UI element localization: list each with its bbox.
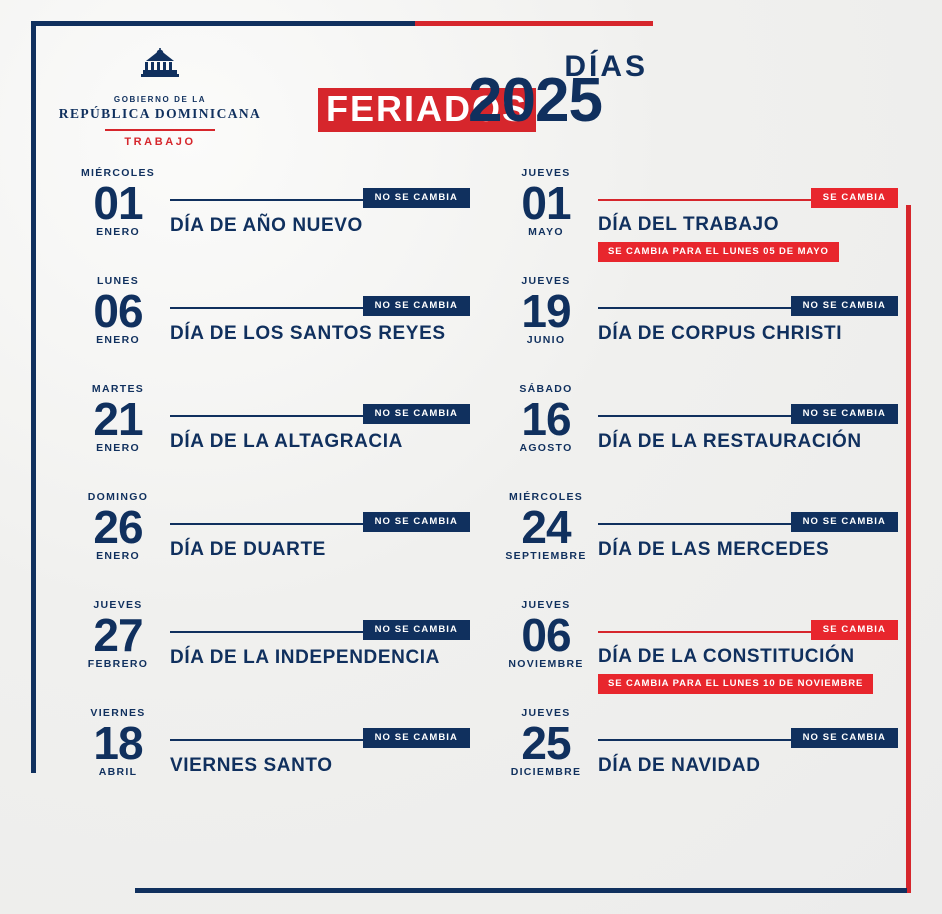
holiday-date xyxy=(70,708,166,777)
holiday-date xyxy=(498,708,594,777)
holiday-content xyxy=(598,728,898,777)
holiday-content xyxy=(598,404,898,453)
holiday-weekday: JUEVES xyxy=(521,167,571,179)
holiday-day: 06 xyxy=(93,284,143,337)
holiday-content xyxy=(598,188,898,262)
holiday-weekday: DOMINGO xyxy=(87,491,149,503)
holiday-name: DÍA DEL TRABAJO xyxy=(598,214,780,235)
holiday-weekday: VIERNES xyxy=(90,707,146,719)
government-logo xyxy=(55,48,265,148)
holiday-weekday: MIÉRCOLES xyxy=(508,491,584,503)
holiday-status-badge: NO SE CAMBIA xyxy=(791,296,898,316)
holiday-content xyxy=(170,188,470,237)
title-feriados: FERIADOS xyxy=(318,88,536,132)
holiday-item xyxy=(498,484,898,592)
holiday-day: 06 xyxy=(521,608,571,661)
holiday-date xyxy=(498,168,594,237)
holiday-month: MAYO xyxy=(528,225,564,238)
holiday-date xyxy=(70,276,166,345)
holiday-month: NOVIEMBRE xyxy=(508,657,584,670)
poster-title xyxy=(318,52,648,147)
logo-ministry-name: TRABAJO xyxy=(124,136,196,148)
holiday-month: DICIEMBRE xyxy=(510,765,582,778)
holiday-day: 19 xyxy=(521,284,571,337)
holiday-weekday: LUNES xyxy=(96,275,140,287)
holiday-day: 24 xyxy=(521,500,571,553)
holiday-content xyxy=(170,296,470,345)
dominican-republic-coat-of-arms-icon xyxy=(55,48,265,91)
holiday-weekday: MIÉRCOLES xyxy=(80,167,156,179)
holiday-month: ENERO xyxy=(96,549,140,562)
holiday-day: 26 xyxy=(93,500,143,553)
holiday-rule-row xyxy=(598,512,898,534)
title-year: 2025 xyxy=(468,66,602,135)
holiday-content xyxy=(598,512,898,561)
holiday-name: DÍA DE LA CONSTITUCIÓN xyxy=(598,646,855,667)
holiday-rule-row xyxy=(170,728,470,750)
holiday-weekday: JUEVES xyxy=(93,599,143,611)
holiday-rule-row xyxy=(598,728,898,750)
holiday-status-badge: NO SE CAMBIA xyxy=(791,512,898,532)
holiday-day: 27 xyxy=(93,608,143,661)
holiday-name: DÍA DE AÑO NUEVO xyxy=(170,215,363,236)
holiday-rule-row xyxy=(598,296,898,318)
holiday-column-right xyxy=(498,160,898,808)
holiday-content xyxy=(598,296,898,345)
holiday-rule-row xyxy=(598,404,898,426)
holiday-name: VIERNES SANTO xyxy=(170,755,333,776)
holiday-item xyxy=(70,376,470,484)
holiday-date xyxy=(70,384,166,453)
holiday-weekday: JUEVES xyxy=(521,275,571,287)
holiday-status-badge: NO SE CAMBIA xyxy=(363,728,470,748)
holiday-item xyxy=(498,700,898,808)
holiday-month: ABRIL xyxy=(98,765,138,778)
holiday-date xyxy=(70,492,166,561)
holiday-date xyxy=(70,168,166,237)
holiday-date xyxy=(70,600,166,669)
holiday-month: ENERO xyxy=(96,225,140,238)
holiday-item xyxy=(70,592,470,700)
holiday-month: SEPTIEMBRE xyxy=(505,549,587,562)
holiday-date xyxy=(498,276,594,345)
holiday-month: AGOSTO xyxy=(519,441,573,454)
holiday-item xyxy=(498,592,898,700)
holiday-item xyxy=(498,268,898,376)
holiday-column-left xyxy=(70,160,470,808)
holiday-rule-row xyxy=(598,188,898,210)
holiday-name: DÍA DE CORPUS CHRISTI xyxy=(598,323,843,344)
holiday-day: 01 xyxy=(93,176,143,229)
holiday-item xyxy=(498,160,898,268)
holiday-content xyxy=(598,620,898,694)
holiday-month: ENERO xyxy=(96,441,140,454)
logo-separator xyxy=(105,129,215,131)
holiday-content xyxy=(170,728,470,777)
holiday-item xyxy=(70,268,470,376)
holiday-status-badge: SE CAMBIA xyxy=(811,188,898,208)
holiday-day: 25 xyxy=(521,716,571,769)
holiday-rule-row xyxy=(170,512,470,534)
frame-line-top-red xyxy=(415,21,653,26)
holiday-item xyxy=(70,700,470,808)
holiday-name: DÍA DE LA RESTAURACIÓN xyxy=(598,431,862,452)
holiday-rule-row xyxy=(170,296,470,318)
holiday-month: ENERO xyxy=(96,333,140,346)
holiday-content xyxy=(170,512,470,561)
holiday-rule-row xyxy=(170,404,470,426)
holiday-name: DÍA DE DUARTE xyxy=(170,539,326,560)
holiday-name: DÍA DE LA INDEPENDENCIA xyxy=(170,647,440,668)
holiday-content xyxy=(170,404,470,453)
holiday-content xyxy=(170,620,470,669)
holiday-status-badge: NO SE CAMBIA xyxy=(363,512,470,532)
holiday-name: DÍA DE NAVIDAD xyxy=(598,755,761,776)
holiday-month: FEBRERO xyxy=(87,657,149,670)
holiday-status-badge: NO SE CAMBIA xyxy=(363,620,470,640)
holiday-status-badge: SE CAMBIA xyxy=(811,620,898,640)
holiday-date xyxy=(498,600,594,669)
holiday-item xyxy=(70,484,470,592)
holiday-name: DÍA DE LA ALTAGRACIA xyxy=(170,431,403,452)
logo-line-republica: REPÚBLICA DOMINICANA xyxy=(58,106,262,121)
holiday-day: 18 xyxy=(93,716,143,769)
holiday-date xyxy=(498,384,594,453)
frame-line-bottom-blue xyxy=(135,888,907,893)
holiday-change-note: SE CAMBIA PARA EL LUNES 10 DE NOVIEMBRE xyxy=(598,674,873,694)
holiday-day: 16 xyxy=(521,392,571,445)
holiday-name: DÍA DE LOS SANTOS REYES xyxy=(170,323,446,344)
holiday-day: 21 xyxy=(93,392,143,445)
holiday-weekday: SÁBADO xyxy=(519,383,573,395)
poster-header xyxy=(0,40,942,150)
holiday-month: JUNIO xyxy=(526,333,566,346)
holiday-change-note: SE CAMBIA PARA EL LUNES 05 DE MAYO xyxy=(598,242,839,262)
holiday-day: 01 xyxy=(521,176,571,229)
holiday-weekday: JUEVES xyxy=(521,707,571,719)
holiday-weekday: MARTES xyxy=(91,383,145,395)
holiday-rule-row xyxy=(598,620,898,642)
holiday-rule-row xyxy=(170,188,470,210)
frame-line-top-blue xyxy=(31,21,415,26)
holiday-status-badge: NO SE CAMBIA xyxy=(363,404,470,424)
holiday-rule-row xyxy=(170,620,470,642)
holiday-status-badge: NO SE CAMBIA xyxy=(791,728,898,748)
holiday-weekday: JUEVES xyxy=(521,599,571,611)
holiday-date xyxy=(498,492,594,561)
frame-line-right-red xyxy=(906,205,911,893)
holiday-item xyxy=(70,160,470,268)
title-dias: DÍAS xyxy=(564,50,648,83)
holiday-status-badge: NO SE CAMBIA xyxy=(791,404,898,424)
holiday-status-badge: NO SE CAMBIA xyxy=(363,296,470,316)
holiday-status-badge: NO SE CAMBIA xyxy=(363,188,470,208)
logo-line-gobierno: GOBIERNO DE LA xyxy=(113,95,207,104)
holiday-name: DÍA DE LAS MERCEDES xyxy=(598,539,830,560)
holiday-item xyxy=(498,376,898,484)
